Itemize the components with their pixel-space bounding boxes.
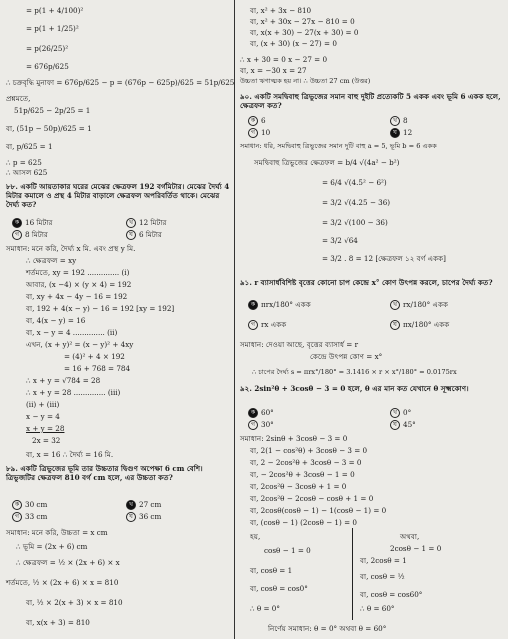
calc-line: বা, (51p − 50p)/625 = 1 — [6, 124, 92, 133]
q90-option-c[interactable]: গ 10 — [248, 128, 270, 138]
calc-line: বা, x = −30 x = 27 — [240, 66, 307, 75]
case-separator — [352, 528, 353, 620]
solution-line: = 3/2 . 8 = 12 [ক্ষেত্রফল ১২ বর্গ একক] — [322, 254, 446, 263]
question-89-text: ৮৯. একটি ত্রিভুজের ভূমি তার উচ্চতার দ্বিগুণ অপেক্ষা 6 cm বেশি। ত্রিভুজটির ক্ষেত্রফল 810 বর্গ cm হলে, এর উচ্চতা কত? — [6, 464, 203, 482]
solution-line: সমাধান: দেওয়া আছে, বৃত্তের ব্যাসার্ধ = r — [240, 340, 359, 349]
q90-option-d[interactable]: ঘ 12 — [390, 128, 412, 138]
solution-line: সমাধান: ধরি, সমদ্বিবাহু ত্রিভুজের সমান দুটি বাহু a = 5, ভূমি b = 6 একক — [240, 142, 437, 150]
solution-line: বা, (cosθ − 1) (2cosθ − 1) = 0 — [250, 518, 357, 527]
case-line: হয়, — [250, 532, 261, 541]
solution-line: এখন, (x + y)² = (x − y)² + 4xy — [26, 340, 134, 349]
solution-line: = 3/2 √(100 − 36) — [322, 218, 388, 227]
radio-icon: খ — [126, 218, 136, 228]
calc-line: ∴ p = 625 — [6, 158, 42, 167]
calc-line: = p(26/25)² — [26, 44, 69, 53]
q91-option-c[interactable]: গ rx একক — [248, 320, 286, 330]
solution-line: সমাধান: মনে করি, দৈর্ঘ্য x মি. এবং প্রস্থ y মি. — [6, 244, 136, 253]
calc-line: বা, (x + 30) (x − 27) = 0 — [250, 39, 337, 48]
solution-line: ∴ চাপের দৈর্ঘ্য s = πrx°/180° = 3.1416 × r × x°/180° = 0.0175rx — [252, 368, 457, 376]
calc-line: = 676p/625 — [26, 62, 69, 71]
q92-option-a[interactable]: ক 60° — [248, 408, 274, 418]
solution-line: ∴ ক্ষেত্রফল = ½ × (2x + 6) × x — [16, 558, 120, 567]
solution-line: x + y = 28 — [26, 424, 65, 433]
question-91-text: ৯১. r ব্যাসার্ধবিশিষ্ট বৃত্তের কোনো চাপ কেন্দ্রে x° কোণ উৎপন্ন করলে, চাপের দৈর্ঘ্য কত? — [240, 278, 493, 287]
solution-line: বা, x(x + 3) = 810 — [26, 618, 90, 627]
case-line: ∴ θ = 60° — [360, 604, 395, 613]
q89-option-c[interactable]: গ 33 cm — [12, 512, 47, 522]
solution-line: শর্তমতে, xy = 192 .............. (i) — [26, 268, 130, 277]
radio-icon: গ — [248, 420, 258, 430]
radio-filled-icon: ক — [12, 218, 22, 228]
case-line: বা, 2cosθ = 1 — [360, 556, 407, 565]
solution-line: = 6/4 √(4.5² − 6²) — [322, 178, 387, 187]
radio-icon: খ — [390, 116, 400, 126]
calc-line: বা, p/625 = 1 — [6, 142, 53, 151]
solution-line: সমাধান: মনে করি, উচ্চতা = x cm — [6, 528, 108, 537]
q91-option-d[interactable]: ঘ πx/180° একক — [390, 320, 449, 330]
solution-line: ∴ ক্ষেত্রফল = xy — [26, 256, 77, 265]
q90-option-b[interactable]: খ 8 — [390, 116, 408, 126]
q88-option-d[interactable]: ঘ 6 মিটার — [126, 230, 162, 240]
question-90-text: ৯০. একটি সমদ্বিবাহু ত্রিভুজের সমান বাহু দুইটি প্রত্যেকটি 5 একক এবং ভূমি 6 একক হলে, ক্ষেত্রফল কত? — [240, 92, 501, 110]
solution-line: (ii) + (iii) — [26, 400, 60, 409]
solution-line: বা, x − y = 4 .............. (ii) — [26, 328, 118, 337]
calc-line: প্রশ্নমতে, — [6, 94, 31, 103]
case-line: বা, cosθ = cos0° — [250, 584, 308, 593]
solution-line: = 3/2 √(4.25 − 36) — [322, 198, 391, 207]
solution-line: শর্তমতে, ½ × (2x + 6) × x = 810 — [6, 578, 119, 587]
calc-line: = p(1 + 4/100)² — [26, 6, 84, 15]
calc-line: ∴ চক্রবৃদ্ধি মুনাফা = 676p/625 − p = (676p − 625p)/625 = 51p/625 — [6, 78, 235, 87]
radio-icon: ঘ — [126, 230, 136, 240]
q91-option-a[interactable]: ক πrx/180° একক — [248, 300, 311, 310]
q89-option-d[interactable]: ঘ 36 cm — [126, 512, 161, 522]
radio-icon: ঘ — [126, 512, 136, 522]
calc-line: ∴ আসল 625 — [6, 168, 48, 177]
radio-icon: ক — [12, 500, 22, 510]
calc-line: বা, x² + 30x − 27x − 810 = 0 — [250, 17, 355, 26]
solution-line: কেন্দ্রে উৎপন্ন কোণ = x° — [310, 352, 383, 361]
q92-option-b[interactable]: খ 0° — [390, 408, 411, 418]
q89-option-b[interactable]: খ 27 cm — [126, 500, 161, 510]
case-line: ∴ θ = 0° — [250, 604, 280, 613]
conclusion-line: নির্ণেয় সমাধান: θ = 0° অথবা θ = 60° — [268, 624, 387, 633]
radio-icon: গ — [248, 128, 258, 138]
solution-line: ∴ x + y = 28 .............. (iii) — [26, 388, 121, 397]
radio-icon: খ — [390, 408, 400, 418]
q90-option-a[interactable]: ক 6 — [248, 116, 266, 126]
case-line: 2cosθ − 1 = 0 — [390, 544, 442, 553]
calc-line: উচ্চতা ঋণাত্মক হয় না। ∴ উচ্চতা 27 cm (উত্তর) — [240, 77, 371, 85]
solution-line: 2x = 32 — [32, 436, 61, 445]
question-92-text: ৯২. 2sin²θ + 3cosθ − 3 = 0 হলে, θ এর মান কত যেখানে θ সূক্ষ্মকোণ। — [240, 384, 469, 393]
calc-line: বা, x(x + 30) − 27(x + 30) = 0 — [250, 28, 359, 37]
solution-line: বা, 2cos²θ − 2cosθ − cosθ + 1 = 0 — [250, 494, 374, 503]
radio-icon: গ — [12, 230, 22, 240]
case-line: অথবা, — [400, 532, 420, 541]
calc-line: ∴ x + 30 = 0 x − 27 = 0 — [240, 55, 328, 64]
q88-option-c[interactable]: গ 8 মিটার — [12, 230, 48, 240]
radio-icon: গ — [12, 512, 22, 522]
solution-line: বা, − 2cos²θ + 3cosθ − 1 = 0 — [250, 470, 355, 479]
solution-line: বা, x = 16 ∴ দৈর্ঘ্য = 16 মি. — [26, 450, 114, 459]
q92-option-c[interactable]: গ 30° — [248, 420, 274, 430]
solution-line: সমদ্বিবাহু ত্রিভুজের ক্ষেত্রফল = b/4 √(4a² − b²) — [254, 158, 400, 167]
calc-line: বা, x² + 3x − 810 — [250, 6, 312, 15]
solution-line: বা, 4(x − y) = 16 — [26, 316, 86, 325]
q92-option-d[interactable]: ঘ 45° — [390, 420, 416, 430]
column-divider — [234, 0, 235, 639]
calc-line: 51p/625 − 2p/25 = 1 — [14, 106, 91, 115]
radio-icon: ক — [248, 116, 258, 126]
q91-option-b[interactable]: খ rx/180° একক — [390, 300, 448, 310]
solution-line: = 16 + 768 = 784 — [64, 364, 131, 373]
solution-line: আবার, (x −4) × (y × 4) = 192 — [26, 280, 132, 289]
solution-line: বা, 192 + 4(x − y) − 16 = 192 [xy = 192] — [26, 304, 175, 313]
solution-line: x − y = 4 — [26, 412, 60, 421]
solution-line: = 3/2 √64 — [322, 236, 358, 245]
solution-line: বা, 2cos²θ − 3cosθ + 1 = 0 — [250, 482, 347, 491]
solution-line: বা, 2(1 − cos²θ) + 3cosθ − 3 = 0 — [250, 446, 368, 455]
solution-line: ∴ ভূমি = (2x + 6) cm — [16, 542, 88, 551]
case-line: বা, cosθ = cos60° — [360, 590, 423, 599]
solution-line: বা, xy + 4x − 4y − 16 = 192 — [26, 292, 128, 301]
radio-icon: ঘ — [390, 320, 400, 330]
solution-line: সমাধান: 2sinθ + 3cosθ − 3 = 0 — [240, 434, 348, 443]
solution-line: বা, 2cosθ(cosθ − 1) − 1(cosθ − 1) = 0 — [250, 506, 387, 515]
radio-icon: খ — [390, 300, 400, 310]
solution-line: বা, ½ × 2(x + 3) × x = 810 — [26, 598, 123, 607]
case-line: বা, cosθ = ½ — [360, 572, 405, 581]
radio-filled-icon: ক — [248, 300, 258, 310]
radio-filled-icon: ঘ — [390, 128, 400, 138]
solution-line: ∴ x + y = √784 = 28 — [26, 376, 101, 385]
q88-option-a[interactable]: ক 16 মিটার — [12, 218, 52, 228]
radio-icon: গ — [248, 320, 258, 330]
q89-option-a[interactable]: ক 30 cm — [12, 500, 47, 510]
radio-filled-icon: ক — [248, 408, 258, 418]
question-88-text: ৮৮. একটি আয়তাকার ঘরের মেঝের ক্ষেত্রফল 192 বর্গমিটার। মেঝের দৈর্ঘ্য 4 মিটার কমালে ও প্রস্থ 4 মিটার বাড়ালে ক্ষেত্রফল অপরিবর্তিত থাকে। মেঝের দৈর্ঘ্য কত? — [6, 182, 230, 209]
radio-icon: ঘ — [390, 420, 400, 430]
case-line: cosθ − 1 = 0 — [264, 546, 311, 555]
solution-line: = (4)² + 4 × 192 — [64, 352, 125, 361]
q88-option-b[interactable]: খ 12 মিটার — [126, 218, 166, 228]
radio-filled-icon: খ — [126, 500, 136, 510]
calc-line: = p(1 + 1/25)² — [26, 24, 79, 33]
case-line: বা, cosθ = 1 — [250, 566, 293, 575]
solution-line: বা, 2 − 2cos²θ + 3cosθ − 3 = 0 — [250, 458, 362, 467]
